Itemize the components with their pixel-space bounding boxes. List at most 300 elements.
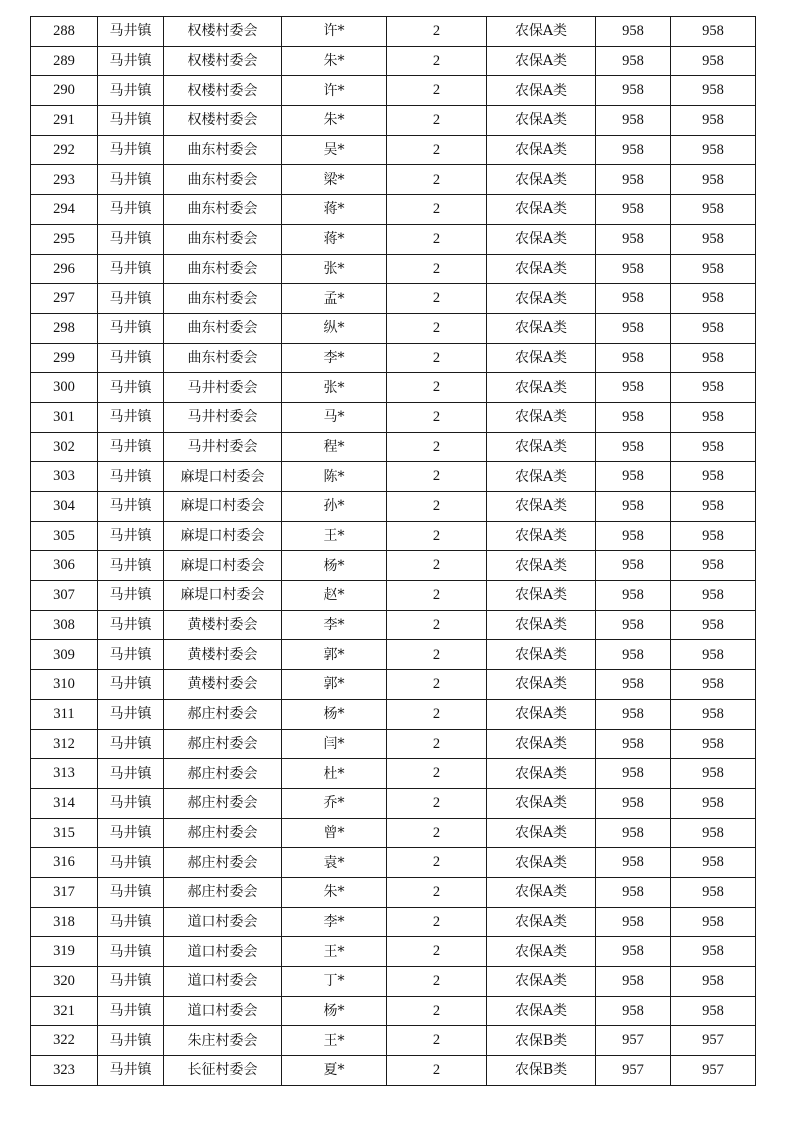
cell-serial-number: 312: [31, 729, 98, 759]
cell-serial-number: 309: [31, 640, 98, 670]
cell-serial-number: 318: [31, 907, 98, 937]
cell-town: 马井镇: [98, 1026, 164, 1056]
table-body: [31, 17, 756, 1086]
cell-count: 2: [387, 581, 487, 611]
cell-town: 马井镇: [98, 729, 164, 759]
cell-serial-number: 288: [31, 17, 98, 47]
cell-person-name: 郭*: [282, 670, 387, 700]
cell-standard: 958: [596, 343, 671, 373]
cell-serial-number: 298: [31, 313, 98, 343]
cell-town: 马井镇: [98, 818, 164, 848]
cell-person-name: 吴*: [282, 135, 387, 165]
cell-amount: 958: [671, 165, 756, 195]
cell-town: 马井镇: [98, 284, 164, 314]
cell-count: 2: [387, 1026, 487, 1056]
cell-amount: 958: [671, 135, 756, 165]
cell-amount: 958: [671, 996, 756, 1026]
cell-village-committee: 麻堤口村委会: [164, 492, 282, 522]
cell-person-name: 杜*: [282, 759, 387, 789]
cell-town: 马井镇: [98, 432, 164, 462]
cell-serial-number: 311: [31, 699, 98, 729]
cell-serial-number: 302: [31, 432, 98, 462]
cell-serial-number: 310: [31, 670, 98, 700]
table-row: [31, 996, 756, 1026]
table-row: [31, 1026, 756, 1056]
cell-category: 农保A类: [487, 670, 596, 700]
cell-amount: 958: [671, 313, 756, 343]
cell-town: 马井镇: [98, 1056, 164, 1086]
cell-village-committee: 麻堤口村委会: [164, 581, 282, 611]
cell-village-committee: 曲东村委会: [164, 343, 282, 373]
cell-standard: 958: [596, 759, 671, 789]
cell-town: 马井镇: [98, 759, 164, 789]
cell-amount: 958: [671, 402, 756, 432]
table-row: [31, 165, 756, 195]
cell-person-name: 袁*: [282, 848, 387, 878]
cell-category: 农保A类: [487, 76, 596, 106]
cell-serial-number: 319: [31, 937, 98, 967]
cell-amount: 958: [671, 610, 756, 640]
cell-village-committee: 权楼村委会: [164, 106, 282, 136]
cell-standard: 958: [596, 788, 671, 818]
cell-serial-number: 289: [31, 46, 98, 76]
cell-category: 农保A类: [487, 848, 596, 878]
cell-amount: 957: [671, 1056, 756, 1086]
cell-standard: 958: [596, 521, 671, 551]
cell-town: 马井镇: [98, 670, 164, 700]
cell-category: 农保A类: [487, 17, 596, 47]
cell-standard: 958: [596, 492, 671, 522]
cell-count: 2: [387, 343, 487, 373]
table-row: [31, 759, 756, 789]
cell-village-committee: 郝庄村委会: [164, 759, 282, 789]
cell-count: 2: [387, 967, 487, 997]
cell-amount: 958: [671, 46, 756, 76]
cell-standard: 958: [596, 729, 671, 759]
cell-category: 农保A类: [487, 699, 596, 729]
table-row: [31, 581, 756, 611]
cell-category: 农保A类: [487, 996, 596, 1026]
cell-person-name: 蒋*: [282, 195, 387, 225]
cell-amount: 958: [671, 284, 756, 314]
cell-count: 2: [387, 1056, 487, 1086]
cell-person-name: 赵*: [282, 581, 387, 611]
table-row: [31, 967, 756, 997]
table-row: [31, 135, 756, 165]
cell-amount: 958: [671, 521, 756, 551]
cell-serial-number: 314: [31, 788, 98, 818]
cell-category: 农保A类: [487, 729, 596, 759]
cell-serial-number: 323: [31, 1056, 98, 1086]
cell-town: 马井镇: [98, 848, 164, 878]
cell-town: 马井镇: [98, 106, 164, 136]
cell-person-name: 李*: [282, 343, 387, 373]
cell-amount: 958: [671, 581, 756, 611]
table-row: [31, 551, 756, 581]
cell-village-committee: 曲东村委会: [164, 254, 282, 284]
cell-standard: 958: [596, 967, 671, 997]
cell-count: 2: [387, 254, 487, 284]
cell-town: 马井镇: [98, 76, 164, 106]
cell-town: 马井镇: [98, 967, 164, 997]
cell-standard: 958: [596, 432, 671, 462]
cell-amount: 958: [671, 640, 756, 670]
table-row: [31, 521, 756, 551]
cell-standard: 958: [596, 610, 671, 640]
cell-person-name: 杨*: [282, 699, 387, 729]
table-row: [31, 195, 756, 225]
table-row: [31, 432, 756, 462]
cell-person-name: 朱*: [282, 46, 387, 76]
cell-standard: 958: [596, 46, 671, 76]
cell-amount: 958: [671, 432, 756, 462]
cell-village-committee: 道口村委会: [164, 996, 282, 1026]
cell-amount: 958: [671, 373, 756, 403]
cell-serial-number: 299: [31, 343, 98, 373]
cell-standard: 958: [596, 670, 671, 700]
cell-standard: 958: [596, 818, 671, 848]
table-row: [31, 818, 756, 848]
cell-standard: 958: [596, 254, 671, 284]
cell-village-committee: 曲东村委会: [164, 284, 282, 314]
cell-person-name: 程*: [282, 432, 387, 462]
cell-village-committee: 黄楼村委会: [164, 640, 282, 670]
cell-category: 农保A类: [487, 402, 596, 432]
cell-village-committee: 权楼村委会: [164, 76, 282, 106]
cell-amount: 958: [671, 729, 756, 759]
cell-serial-number: 308: [31, 610, 98, 640]
table-row: [31, 788, 756, 818]
cell-amount: 958: [671, 492, 756, 522]
cell-person-name: 王*: [282, 521, 387, 551]
cell-town: 马井镇: [98, 462, 164, 492]
cell-count: 2: [387, 373, 487, 403]
cell-count: 2: [387, 76, 487, 106]
cell-standard: 958: [596, 106, 671, 136]
cell-person-name: 许*: [282, 76, 387, 106]
cell-count: 2: [387, 848, 487, 878]
cell-category: 农保A类: [487, 492, 596, 522]
cell-person-name: 王*: [282, 1026, 387, 1056]
cell-person-name: 孟*: [282, 284, 387, 314]
cell-count: 2: [387, 492, 487, 522]
cell-serial-number: 303: [31, 462, 98, 492]
cell-town: 马井镇: [98, 402, 164, 432]
cell-town: 马井镇: [98, 996, 164, 1026]
cell-person-name: 曾*: [282, 818, 387, 848]
table-row: [31, 699, 756, 729]
cell-standard: 958: [596, 462, 671, 492]
cell-person-name: 乔*: [282, 788, 387, 818]
cell-serial-number: 306: [31, 551, 98, 581]
cell-count: 2: [387, 313, 487, 343]
table-row: [31, 670, 756, 700]
cell-count: 2: [387, 640, 487, 670]
cell-serial-number: 290: [31, 76, 98, 106]
cell-amount: 958: [671, 462, 756, 492]
cell-category: 农保A类: [487, 551, 596, 581]
cell-village-committee: 权楼村委会: [164, 17, 282, 47]
cell-standard: 958: [596, 996, 671, 1026]
cell-count: 2: [387, 551, 487, 581]
cell-town: 马井镇: [98, 195, 164, 225]
cell-count: 2: [387, 670, 487, 700]
cell-village-committee: 权楼村委会: [164, 46, 282, 76]
cell-village-committee: 麻堤口村委会: [164, 551, 282, 581]
cell-serial-number: 296: [31, 254, 98, 284]
cell-town: 马井镇: [98, 699, 164, 729]
cell-person-name: 许*: [282, 17, 387, 47]
cell-count: 2: [387, 165, 487, 195]
cell-standard: 958: [596, 224, 671, 254]
cell-person-name: 李*: [282, 610, 387, 640]
cell-village-committee: 朱庄村委会: [164, 1026, 282, 1056]
cell-town: 马井镇: [98, 17, 164, 47]
cell-village-committee: 马井村委会: [164, 432, 282, 462]
cell-standard: 958: [596, 165, 671, 195]
cell-amount: 958: [671, 195, 756, 225]
cell-count: 2: [387, 17, 487, 47]
cell-serial-number: 297: [31, 284, 98, 314]
cell-standard: 958: [596, 284, 671, 314]
cell-serial-number: 307: [31, 581, 98, 611]
cell-count: 2: [387, 521, 487, 551]
cell-person-name: 夏*: [282, 1056, 387, 1086]
table-row: [31, 106, 756, 136]
table-row: [31, 343, 756, 373]
cell-serial-number: 294: [31, 195, 98, 225]
cell-category: 农保A类: [487, 818, 596, 848]
cell-village-committee: 曲东村委会: [164, 224, 282, 254]
cell-serial-number: 301: [31, 402, 98, 432]
cell-amount: 958: [671, 788, 756, 818]
cell-village-committee: 曲东村委会: [164, 313, 282, 343]
cell-count: 2: [387, 432, 487, 462]
table-row: [31, 313, 756, 343]
cell-count: 2: [387, 462, 487, 492]
cell-count: 2: [387, 699, 487, 729]
cell-amount: 958: [671, 937, 756, 967]
table-row: [31, 640, 756, 670]
cell-village-committee: 郝庄村委会: [164, 729, 282, 759]
cell-category: 农保A类: [487, 135, 596, 165]
cell-person-name: 纵*: [282, 313, 387, 343]
cell-town: 马井镇: [98, 551, 164, 581]
cell-serial-number: 322: [31, 1026, 98, 1056]
cell-amount: 958: [671, 254, 756, 284]
cell-serial-number: 316: [31, 848, 98, 878]
cell-standard: 958: [596, 699, 671, 729]
cell-amount: 957: [671, 1026, 756, 1056]
cell-town: 马井镇: [98, 254, 164, 284]
cell-category: 农保A类: [487, 521, 596, 551]
cell-serial-number: 317: [31, 877, 98, 907]
cell-person-name: 杨*: [282, 551, 387, 581]
cell-amount: 958: [671, 76, 756, 106]
cell-town: 马井镇: [98, 581, 164, 611]
cell-category: 农保A类: [487, 640, 596, 670]
cell-village-committee: 麻堤口村委会: [164, 462, 282, 492]
cell-serial-number: 315: [31, 818, 98, 848]
cell-serial-number: 321: [31, 996, 98, 1026]
cell-count: 2: [387, 877, 487, 907]
cell-town: 马井镇: [98, 135, 164, 165]
cell-person-name: 郭*: [282, 640, 387, 670]
cell-village-committee: 道口村委会: [164, 907, 282, 937]
cell-village-committee: 郝庄村委会: [164, 788, 282, 818]
cell-category: 农保B类: [487, 1026, 596, 1056]
cell-serial-number: 320: [31, 967, 98, 997]
cell-serial-number: 304: [31, 492, 98, 522]
cell-category: 农保A类: [487, 165, 596, 195]
cell-category: 农保A类: [487, 581, 596, 611]
cell-category: 农保A类: [487, 877, 596, 907]
cell-standard: 958: [596, 195, 671, 225]
cell-town: 马井镇: [98, 877, 164, 907]
cell-count: 2: [387, 402, 487, 432]
cell-village-committee: 郝庄村委会: [164, 699, 282, 729]
cell-person-name: 张*: [282, 254, 387, 284]
cell-standard: 958: [596, 937, 671, 967]
beneficiary-table: [30, 16, 756, 1086]
table-row: [31, 254, 756, 284]
cell-standard: 958: [596, 907, 671, 937]
cell-category: 农保A类: [487, 759, 596, 789]
cell-category: 农保A类: [487, 937, 596, 967]
table-row: [31, 76, 756, 106]
cell-count: 2: [387, 788, 487, 818]
cell-village-committee: 黄楼村委会: [164, 610, 282, 640]
cell-standard: 958: [596, 848, 671, 878]
cell-village-committee: 麻堤口村委会: [164, 521, 282, 551]
cell-standard: 958: [596, 135, 671, 165]
cell-category: 农保A类: [487, 967, 596, 997]
table-row: [31, 462, 756, 492]
cell-person-name: 朱*: [282, 877, 387, 907]
cell-village-committee: 长征村委会: [164, 1056, 282, 1086]
cell-person-name: 梁*: [282, 165, 387, 195]
cell-amount: 958: [671, 106, 756, 136]
cell-serial-number: 300: [31, 373, 98, 403]
cell-person-name: 杨*: [282, 996, 387, 1026]
cell-count: 2: [387, 818, 487, 848]
cell-category: 农保A类: [487, 373, 596, 403]
cell-count: 2: [387, 759, 487, 789]
cell-standard: 958: [596, 640, 671, 670]
cell-amount: 958: [671, 224, 756, 254]
cell-person-name: 王*: [282, 937, 387, 967]
table-row: [31, 1056, 756, 1086]
cell-count: 2: [387, 996, 487, 1026]
cell-count: 2: [387, 907, 487, 937]
cell-standard: 958: [596, 76, 671, 106]
cell-town: 马井镇: [98, 492, 164, 522]
cell-serial-number: 293: [31, 165, 98, 195]
cell-amount: 958: [671, 877, 756, 907]
cell-person-name: 丁*: [282, 967, 387, 997]
cell-count: 2: [387, 106, 487, 136]
table-row: [31, 46, 756, 76]
table-row: [31, 907, 756, 937]
cell-town: 马井镇: [98, 640, 164, 670]
cell-standard: 958: [596, 17, 671, 47]
cell-category: 农保A类: [487, 462, 596, 492]
cell-count: 2: [387, 610, 487, 640]
cell-standard: 957: [596, 1026, 671, 1056]
cell-amount: 958: [671, 343, 756, 373]
cell-serial-number: 291: [31, 106, 98, 136]
cell-village-committee: 曲东村委会: [164, 195, 282, 225]
cell-count: 2: [387, 135, 487, 165]
cell-town: 马井镇: [98, 165, 164, 195]
table-row: [31, 373, 756, 403]
cell-category: 农保B类: [487, 1056, 596, 1086]
cell-category: 农保A类: [487, 313, 596, 343]
table-row: [31, 284, 756, 314]
cell-amount: 958: [671, 551, 756, 581]
cell-village-committee: 黄楼村委会: [164, 670, 282, 700]
cell-category: 农保A类: [487, 788, 596, 818]
cell-standard: 958: [596, 877, 671, 907]
cell-town: 马井镇: [98, 343, 164, 373]
cell-serial-number: 295: [31, 224, 98, 254]
cell-person-name: 马*: [282, 402, 387, 432]
cell-town: 马井镇: [98, 907, 164, 937]
cell-standard: 958: [596, 373, 671, 403]
table-row: [31, 729, 756, 759]
cell-category: 农保A类: [487, 907, 596, 937]
cell-village-committee: 郝庄村委会: [164, 848, 282, 878]
cell-village-committee: 道口村委会: [164, 967, 282, 997]
cell-standard: 958: [596, 402, 671, 432]
cell-amount: 958: [671, 759, 756, 789]
cell-category: 农保A类: [487, 224, 596, 254]
cell-serial-number: 292: [31, 135, 98, 165]
table-row: [31, 224, 756, 254]
cell-amount: 958: [671, 17, 756, 47]
cell-amount: 958: [671, 699, 756, 729]
cell-count: 2: [387, 224, 487, 254]
cell-amount: 958: [671, 848, 756, 878]
cell-count: 2: [387, 284, 487, 314]
cell-category: 农保A类: [487, 610, 596, 640]
cell-standard: 958: [596, 581, 671, 611]
cell-serial-number: 305: [31, 521, 98, 551]
cell-category: 农保A类: [487, 254, 596, 284]
cell-amount: 958: [671, 907, 756, 937]
cell-village-committee: 曲东村委会: [164, 135, 282, 165]
cell-town: 马井镇: [98, 610, 164, 640]
cell-village-committee: 郝庄村委会: [164, 818, 282, 848]
cell-category: 农保A类: [487, 284, 596, 314]
table-row: [31, 402, 756, 432]
cell-village-committee: 马井村委会: [164, 402, 282, 432]
cell-count: 2: [387, 937, 487, 967]
cell-standard: 957: [596, 1056, 671, 1086]
cell-village-committee: 道口村委会: [164, 937, 282, 967]
cell-town: 马井镇: [98, 46, 164, 76]
cell-person-name: 李*: [282, 907, 387, 937]
cell-serial-number: 313: [31, 759, 98, 789]
cell-category: 农保A类: [487, 195, 596, 225]
cell-village-committee: 马井村委会: [164, 373, 282, 403]
cell-category: 农保A类: [487, 432, 596, 462]
cell-village-committee: 曲东村委会: [164, 165, 282, 195]
cell-person-name: 陈*: [282, 462, 387, 492]
cell-count: 2: [387, 729, 487, 759]
cell-category: 农保A类: [487, 106, 596, 136]
cell-town: 马井镇: [98, 937, 164, 967]
